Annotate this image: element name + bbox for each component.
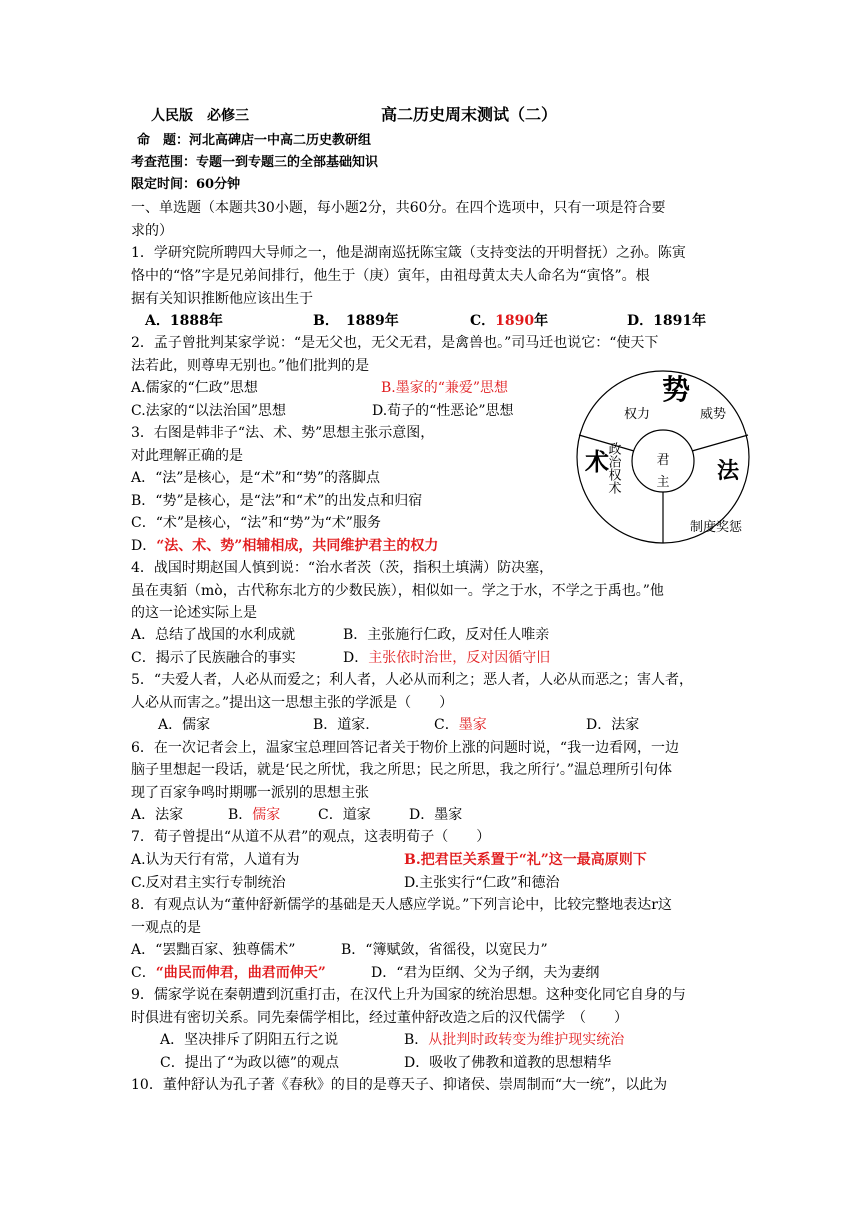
shi-label: 势 <box>661 373 691 406</box>
q1-option-a: A．1888年 <box>145 313 223 329</box>
q9-option-b: B．从批判时政转变为维护现实统治 <box>404 1032 625 1048</box>
q8-option-d: D．“君为臣纲、父为子纲，夫为妻纲 <box>371 965 600 981</box>
q1-line3: 据有关知识推断他应该出生于 <box>131 291 313 307</box>
q2-option-b: B.墨家的“兼爱”思想 <box>381 380 509 396</box>
q5-option-b: B．道家. <box>313 717 370 733</box>
q5-option-a: A．儒家 <box>158 717 211 733</box>
q6-line3: 现了百家争鸣时期哪一派别的思想主张 <box>131 785 369 801</box>
q1-answer: 1890 <box>495 313 535 329</box>
q7-option-a: A.认为天行有常，人道有为 <box>131 852 300 868</box>
fa-label: 法 <box>716 459 740 484</box>
q2-option-a: A.儒家的“仁政”思想 <box>131 380 258 396</box>
q7-line1: 7．荀子曾提出“从道不从君”的观点，这表明荀子（ ） <box>131 829 491 845</box>
q5-option-d: D．法家 <box>586 717 640 733</box>
weishi-label: 威势 <box>699 407 727 422</box>
q4-option-b: B．主张施行仁政，反对任人唯亲 <box>343 627 550 643</box>
q4-option-c: C．揭示了民族融合的事实 <box>131 650 296 666</box>
q7-option-d: D.主张实行“仁政”和德治 <box>404 875 560 891</box>
q6-option-b: B．儒家 <box>228 807 281 823</box>
fa-shu-shi-diagram <box>565 365 765 545</box>
zhengzhi-quanshu-label: 政治权术 <box>605 442 621 494</box>
zhu-label: 主 <box>656 475 670 490</box>
q3-answer: “法、术、势”相辅相成，共同维护君主的权力 <box>156 538 439 554</box>
q6-option-d: D．墨家 <box>409 807 463 823</box>
q1-option-d: D．1891年 <box>627 313 707 329</box>
q9-line1: 9．儒家学说在秦朝遭到沉重打击，在汉代上升为国家的统治思想。这种变化同它自身的与 <box>131 987 686 1003</box>
q9-line2: 时俱进有密切关系。同先秦儒学相比，经过董仲舒改造之后的汉代儒学 （ ） <box>131 1010 628 1026</box>
quanli-label: 权力 <box>623 407 651 422</box>
q9-option-d: D．吸收了佛教和道教的思想精华 <box>404 1055 612 1071</box>
q4-option-a: A．总结了战国的水利成就 <box>131 627 296 643</box>
q5-option-c: C．墨家 <box>434 717 487 733</box>
jun-label: 君 <box>656 453 670 468</box>
q2-line2: 法若此，则尊卑无别也。”他们批判的是 <box>131 358 370 374</box>
q4-line2: 虽在夷貊（mò，古代称东北方的少数民族），相似如一。学之于水，不学之于禹也。”他 <box>131 583 664 599</box>
q8-answer: “曲民而伸君，曲君而伸天” <box>155 965 326 981</box>
q6-option-a: A．法家 <box>131 807 184 823</box>
q9-option-c: C．提出了“为政以德”的观点 <box>160 1055 340 1071</box>
q9-option-a: A．坚决排斥了阴阳五行之说 <box>160 1032 339 1048</box>
shu-label: 术 <box>585 448 609 476</box>
q6-line1: 6．在一次记者会上，温家宝总理回答记者关于物价上涨的问题时说，“我一边看网，一边 <box>131 740 680 756</box>
q1-line2: 恪中的“恪”字是兄弟间排行，他生于（庚）寅年，由祖母黄太夫人命名为“寅恪”。根 <box>131 268 650 284</box>
q5-line1: 5．“夫爱人者，人必从而爱之；利人者，人必从而利之；恶人者，人必从而恶之；害人者， <box>131 672 694 688</box>
q6-answer: 儒家 <box>252 807 281 823</box>
q7-option-b: B.把君臣关系置于“礼”这一最高原则下 <box>404 852 647 868</box>
page-title: 高二历史周末测试（二） <box>381 105 558 124</box>
q10-line1: 10．董仲舒认为孔子著《春秋》的目的是尊天子、抑诸侯、崇周制而“大一统”，以此为 <box>131 1077 668 1093</box>
q6-option-c: C．道家 <box>318 807 371 823</box>
q1-line1: 1．学研究院所聘四大导师之一，他是湖南巡抚陈宝箴（支持变法的开明督抚）之孙。陈寅 <box>131 245 686 261</box>
q4-line1: 4．战国时期赵国人慎到说：“治水者茨（茨，指积土填满）防决塞， <box>131 560 554 576</box>
q8-option-b: B．“簿赋敛，省徭役，以宽民力” <box>341 942 548 958</box>
q3-line2: 对此理解正确的是 <box>131 448 243 464</box>
q3-option-d: D．“法、术、势”相辅相成，共同维护君主的权力 <box>131 538 439 554</box>
q9-answer: 从批判时政转变为维护现实统治 <box>428 1032 625 1048</box>
section-intro-line1: 一、单选题（本题共30小题，每小题2分，共60分。在四个选项中，只有一项是符合要 <box>131 200 666 216</box>
section-intro-line2: 求的） <box>131 223 173 239</box>
q3-option-c: C．“术”是核心，“法”和“势”为“术”服务 <box>131 515 381 531</box>
q2-line1: 2．孟子曾批判某家学说：“是无父也，无父无君，是禽兽也。”司马迁也说它：“使天下 <box>131 335 659 351</box>
q4-line3: 的这一论述实际上是 <box>131 605 257 621</box>
q6-line2: 脑子里想起一段话，就是‘民之所忧，我之所思；民之所思，我之所行’。”温总理所引句体 <box>131 762 673 778</box>
q2-option-c: C.法家的“以法治国”思想 <box>131 403 286 419</box>
q7-option-c: C.反对君主实行专制统治 <box>131 875 286 891</box>
q1-option-c: C．1890年 <box>470 313 549 329</box>
zhidu-jiangcheng-label: 制度奖惩 <box>689 520 743 535</box>
q3-option-a: A．“法”是核心，是“术”和“势”的落脚点 <box>131 470 381 486</box>
q5-answer: 墨家 <box>458 717 487 733</box>
q1-option-b: B． 1889年 <box>313 313 399 329</box>
q8-line1: 8．有观点认为“董仲舒新儒学的基础是天人感应学说。”下列言论中，比较完整地表达r这 <box>131 897 672 913</box>
q4-answer: 主张依时治世，反对因循守旧 <box>368 650 551 666</box>
time-limit-line: 限定时间：60分钟 <box>131 177 241 192</box>
author-line: 命 题：河北高碑店一中高二历史教研组 <box>137 133 372 148</box>
q5-line2: 人必从而害之。”提出这一思想主张的学派是（ ） <box>131 695 454 711</box>
q8-line2: 一观点的是 <box>131 920 201 936</box>
edition-label: 人民版 必修三 <box>151 108 249 124</box>
q3-line1: 3．右图是韩非子“法、术、势”思想主张示意图， <box>131 425 435 441</box>
q2-option-d: D.荀子的“性恶论”思想 <box>372 403 514 419</box>
q8-option-a: A．“罢黜百家、独尊儒术” <box>131 942 296 958</box>
scope-line: 考查范围：专题一到专题三的全部基础知识 <box>131 155 379 170</box>
q8-option-c: C．“曲民而伸君，曲君而伸天” <box>131 965 326 981</box>
q3-option-b: B．“势”是核心，是“法”和“术”的出发点和归宿 <box>131 493 423 509</box>
q4-option-d: D．主张依时治世，反对因循守旧 <box>343 650 551 666</box>
